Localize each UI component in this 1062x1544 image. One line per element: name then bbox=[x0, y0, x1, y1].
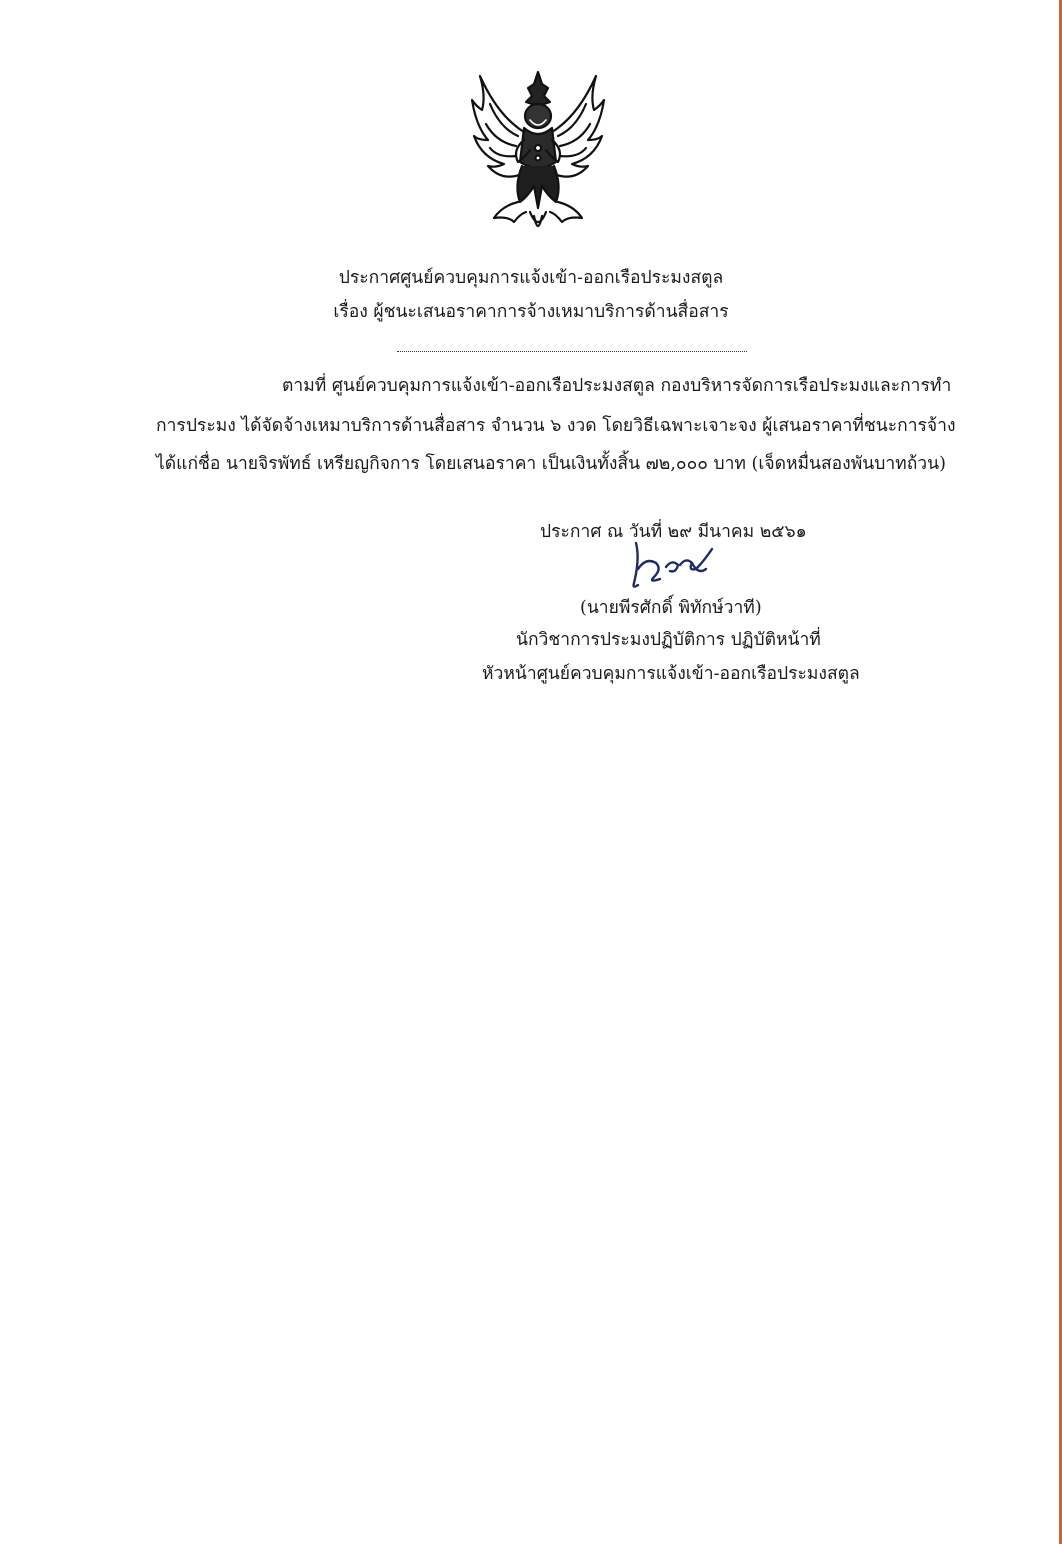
dotted-divider bbox=[397, 351, 747, 352]
signer-name: (นายพีรศักดิ์ พิทักษ์วาที) bbox=[580, 598, 762, 618]
body-paragraph-line-2: การประมง ได้จัดจ้างเหมาบริการด้านสื่อสาร จำนวน ๖ งวด โดยวิธีเฉพาะเจาะจง ผู้เสนอราคาที่ชนะการจ้าง bbox=[156, 416, 956, 436]
announcement-title: ประกาศศูนย์ควบคุมการแจ้งเข้า-ออกเรือประมงสตูล bbox=[338, 268, 724, 288]
announcement-date: ประกาศ ณ วันที่ ๒๙ มีนาคม ๒๕๖๑ bbox=[540, 522, 807, 542]
signer-acting-position: หัวหน้าศูนย์ควบคุมการแจ้งเข้า-ออกเรือประมงสตูล bbox=[482, 664, 860, 684]
handwritten-signature-icon bbox=[626, 539, 721, 591]
announcement-subject: เรื่อง ผู้ชนะเสนอราคาการจ้างเหมาบริการด้านสื่อสาร bbox=[333, 302, 729, 322]
body-paragraph-line-3: ได้แก่ชื่อ นายจิรพัทธ์ เหรียญกิจการ โดยเสนอราคา เป็นเงินทั้งสิ้น ๗๒,๐๐๐ บาท (เจ็ดหมื่นสองพันบาทถ้วน) bbox=[156, 454, 946, 474]
garuda-emblem-icon bbox=[468, 66, 608, 238]
signer-position: นักวิชาการประมงปฏิบัติการ ปฏิบัติหน้าที่ bbox=[516, 630, 821, 650]
body-paragraph-line-1: ตามที่ ศูนย์ควบคุมการแจ้งเข้า-ออกเรือประมงสตูล กองบริหารจัดการเรือประมงและการทำ bbox=[282, 376, 952, 396]
